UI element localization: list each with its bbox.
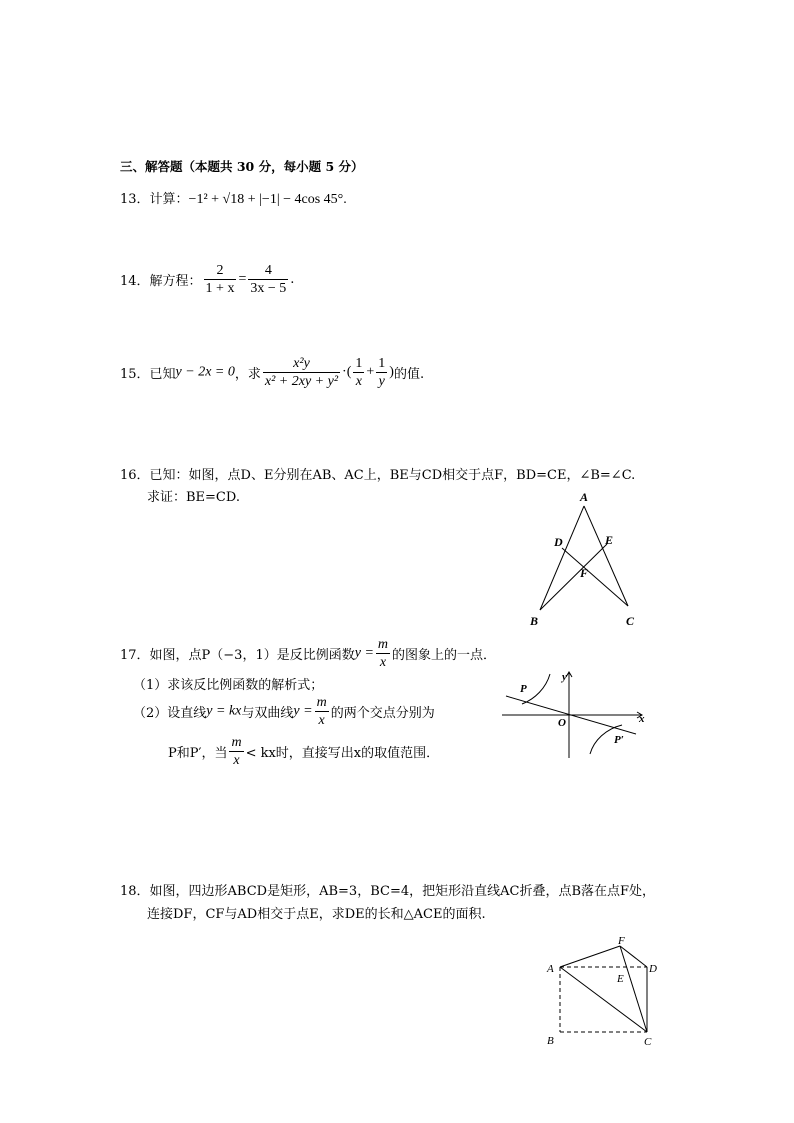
q17-l1-denominator: x (379, 655, 387, 670)
q15-plus: + (366, 364, 375, 380)
question-13 (120, 188, 347, 208)
q15-condition: y − 2x = 0 (175, 364, 235, 380)
q14-right-numerator: 4 (248, 262, 288, 280)
q17-l1-y: y = (354, 645, 374, 661)
q17-p2-denominator: x (318, 713, 325, 728)
q15-f3-denominator: y (378, 374, 385, 389)
q15-f2-numerator: 1 (355, 356, 363, 371)
line-AB (540, 506, 584, 610)
q17-p2-line: y = kx (206, 703, 242, 719)
line-BE (540, 544, 607, 610)
q15-f3-numerator: 1 (378, 356, 386, 371)
q16-label-B: B (530, 614, 539, 628)
q15-fraction-3 (376, 355, 387, 390)
line-AC (560, 967, 647, 1032)
q17-p2a: （2）设直线 (133, 706, 207, 721)
q18-label-A: A (547, 963, 554, 975)
question-14 (120, 262, 294, 297)
q16-label-C: C (626, 614, 635, 628)
q17-p3-fraction (229, 734, 243, 769)
q17-p3a: P和P′，当 (168, 746, 228, 761)
q18-line-1: 18．如图，四边形ABCD是矩形，AB=3，BC=4，把矩形沿直线AC折叠，点B落在点F处， (120, 884, 656, 899)
q16-triangle-figure (520, 488, 650, 633)
q17-p3-denominator: x (233, 753, 240, 768)
q14-end: . (290, 272, 295, 287)
q15-label: 15．已知 (120, 367, 176, 382)
q18-label-E: E (617, 973, 624, 985)
q15-end: 的值. (393, 367, 425, 382)
q15-dot: ·( (342, 364, 352, 380)
q17-part-2 (133, 694, 435, 729)
q17-label-P-prime: P′ (614, 734, 624, 746)
q15-close: ) (389, 364, 394, 380)
question-15 (120, 355, 424, 390)
q17-p2b: 与双曲线 (241, 706, 294, 721)
q18-label-F: F (618, 935, 625, 947)
q17-p2-fraction (315, 694, 329, 729)
q15-fraction-2 (353, 355, 364, 390)
q18-label-B: B (547, 1035, 554, 1047)
q17-label-P: P (520, 683, 527, 695)
q15-f1-denominator: x² + 2xy + y² (264, 374, 339, 389)
q17-l1-numerator: m (377, 637, 389, 652)
q18-rectangle-figure (540, 930, 666, 1050)
q13-expression: −1² + √18 + |−1| − 4cos 45°. (188, 192, 347, 207)
q16-line-2: 求证：BE=CD. (147, 490, 240, 505)
q17-p2-y: y = (293, 703, 313, 719)
q17-label-x: x (639, 713, 645, 725)
q17-p3-numerator: m (231, 735, 242, 750)
q15-fraction-1 (263, 355, 340, 390)
line-FC (620, 946, 647, 1032)
q16-label-A: A (580, 490, 589, 504)
q16-label-F: F (580, 566, 589, 580)
q14-fraction-left (204, 262, 237, 297)
line-AF (560, 946, 620, 967)
q16-line-1: 16．已知：如图，点D、E分别在AB、AC上，BE与CD相交于点F，BD=CE，∠B=∠C. (120, 468, 636, 483)
q14-right-denominator: 3x − 5 (250, 281, 287, 296)
q16-label-E: E (605, 533, 614, 547)
q18-label-C: C (644, 1036, 652, 1048)
q17-p2-numerator: m (316, 695, 327, 710)
q15-f2-denominator: x (355, 374, 362, 389)
q18-line-2: 连接DF，CF与AD相交于点E，求DE的长和△ACE的面积. (147, 907, 486, 922)
q17-l1b: 的图象上的一点． (392, 648, 497, 663)
q17-label-O: O (558, 717, 566, 729)
q17-p3b: < kx时，直接写出x的取值范围． (245, 746, 440, 761)
q17-part-2-cont (168, 734, 439, 769)
q14-left-numerator: 2 (204, 262, 237, 280)
line-CD (562, 548, 628, 606)
q13-label: 13．计算： (120, 192, 189, 207)
q17-p2c: 的两个交点分别为 (330, 706, 435, 721)
line-AC (584, 506, 628, 606)
q14-equals: = (238, 271, 247, 287)
section-heading: 三、解答题（本题共 30 分，每小题 5 分） (120, 159, 364, 174)
q17-label-y: y (562, 671, 567, 683)
q15-mid: ，求 (234, 367, 261, 382)
q17-hyperbola-figure (500, 668, 652, 760)
q17-line-1 (120, 636, 496, 671)
q14-fraction-right (248, 262, 288, 297)
q18-label-D: D (649, 963, 657, 975)
q17-l1a: 17．如图，点P（−3，1）是反比例函数 (120, 648, 355, 663)
line-FD (620, 946, 647, 967)
q17-l1-fraction (376, 636, 390, 671)
q14-left-denominator: 1 + x (205, 281, 235, 296)
q14-label: 14．解方程： (120, 274, 202, 289)
q17-part-1: （1）求该反比例函数的解析式； (133, 678, 324, 693)
q16-label-D: D (554, 535, 563, 549)
q15-f1-numerator: x²y (263, 355, 340, 373)
